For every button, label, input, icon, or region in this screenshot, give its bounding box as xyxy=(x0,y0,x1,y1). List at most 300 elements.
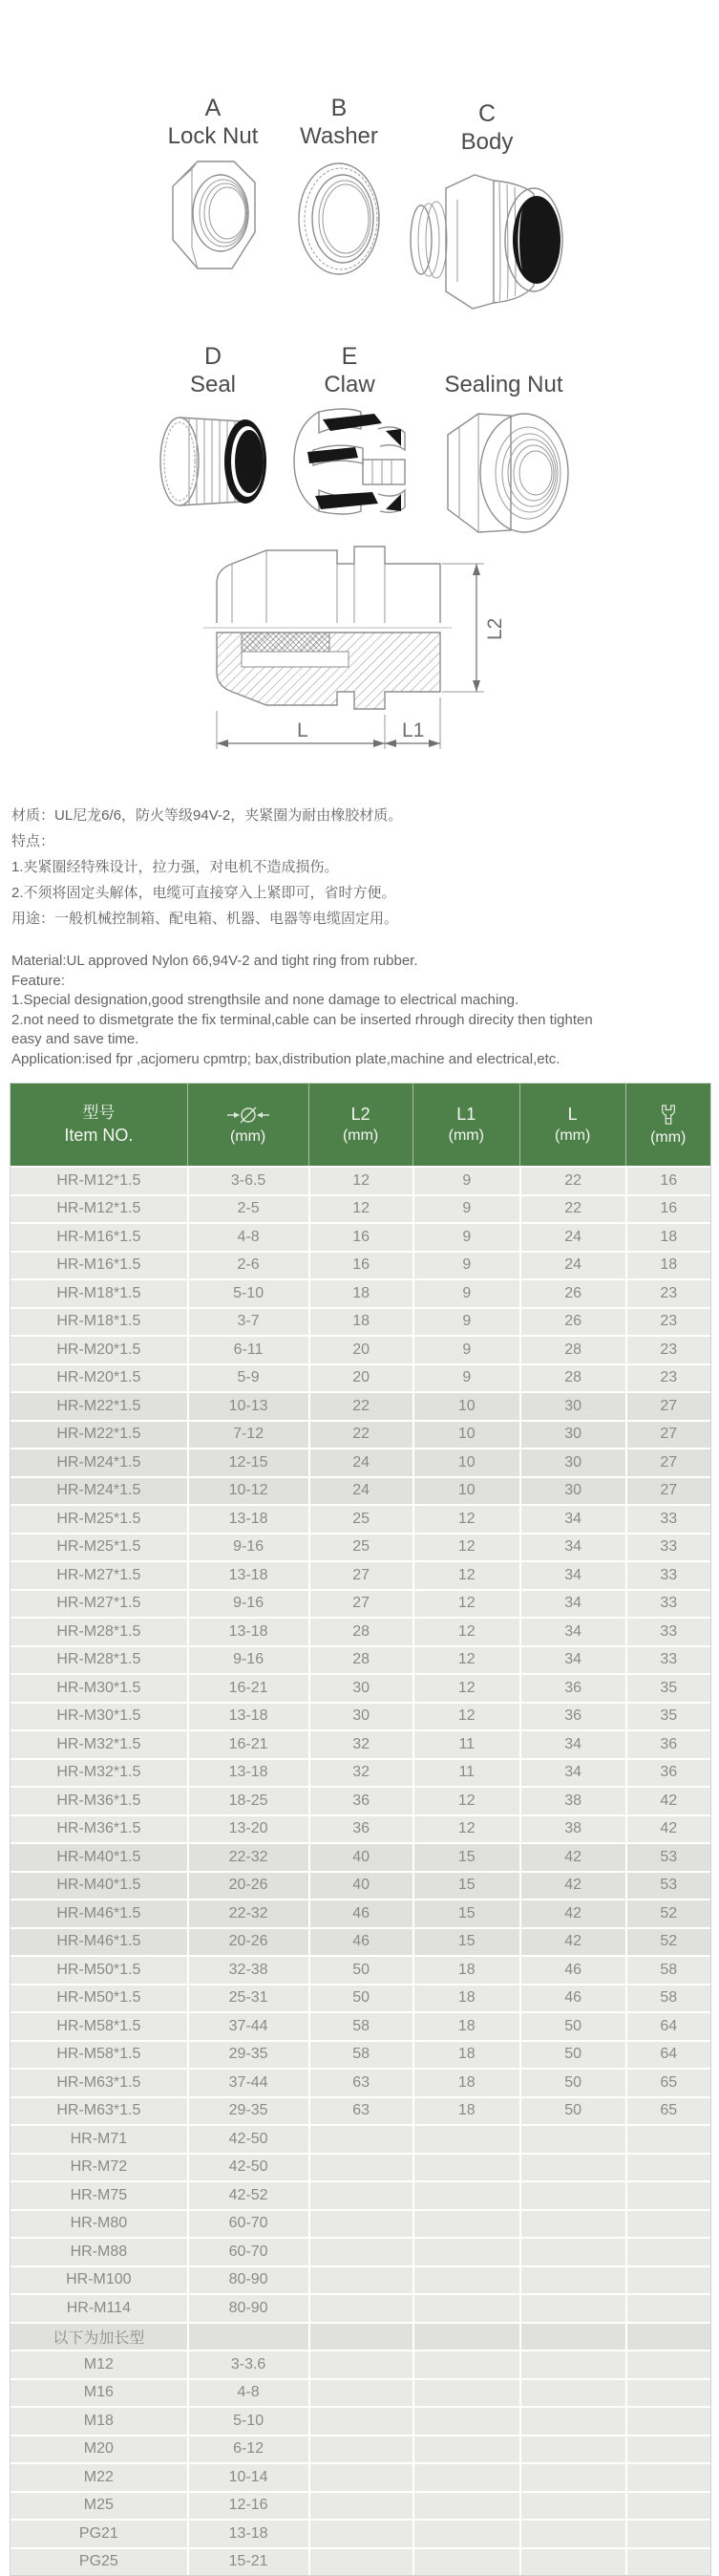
table-cell: 42 xyxy=(519,1900,625,1927)
table-row xyxy=(11,2378,710,2407)
table-cell: 27 xyxy=(625,1449,710,1476)
table-cell: 12 xyxy=(412,1506,519,1533)
header-unit: (mm) xyxy=(342,1127,379,1144)
table-cell: 15 xyxy=(412,1900,519,1927)
table-cell: 30 xyxy=(308,1675,412,1702)
table-cell: 10 xyxy=(412,1449,519,1476)
en-feature-2: 2.not need to dismetgrate the fix terminal,cable can be inserted rhrough direcity then tighten xyxy=(11,1011,593,1028)
table-cell: 26 xyxy=(519,1280,625,1307)
dim-label-l: L xyxy=(297,719,308,741)
table-cell: 5-9 xyxy=(187,1365,308,1392)
table-cell: 13-18 xyxy=(187,2521,308,2547)
table-row xyxy=(11,2180,710,2209)
table-cell: 34 xyxy=(519,1647,625,1674)
table-cell: 64 xyxy=(625,2013,710,2040)
table-row xyxy=(11,2462,710,2491)
table-cell xyxy=(519,2295,625,2322)
table-cell xyxy=(308,2351,412,2378)
table-cell: 28 xyxy=(519,1365,625,1392)
part-sealing-nut xyxy=(411,342,597,540)
table-cell: M20 xyxy=(83,2440,114,2458)
table-row xyxy=(11,2096,710,2125)
table-cell: 12 xyxy=(412,1816,519,1843)
table-cell: 46 xyxy=(519,1957,625,1984)
cn-feature-2: 2.不须将固定头解体，电缆可直接穿入上紧即可，省时方便。 xyxy=(11,885,396,901)
table-cell xyxy=(625,2211,710,2238)
table-row xyxy=(11,1702,710,1730)
table-cell: 12 xyxy=(412,1562,519,1589)
table-cell: 12 xyxy=(308,1196,412,1223)
table-cell: 12 xyxy=(412,1535,519,1561)
table-cell xyxy=(412,2408,519,2435)
table-cell: 23 xyxy=(625,1309,710,1336)
table-cell: 22 xyxy=(308,1422,412,1449)
table-cell: 18 xyxy=(412,1957,519,1984)
table-cell: 25 xyxy=(308,1506,412,1533)
table-cell: 50 xyxy=(519,2070,625,2096)
table-cell: 9-16 xyxy=(187,1535,308,1561)
table-body xyxy=(11,1166,710,2575)
table-row xyxy=(11,2293,710,2322)
table-cell: 23 xyxy=(625,1365,710,1392)
table-cell: 58 xyxy=(308,2042,412,2069)
table-cell: 18-25 xyxy=(187,1788,308,1814)
table-cell: 10 xyxy=(412,1393,519,1420)
table-cell: 9 xyxy=(412,1337,519,1363)
part-name: Claw xyxy=(324,372,375,397)
table-cell: 33 xyxy=(625,1647,710,1674)
table-cell: HR-M22*1.5 xyxy=(56,1397,141,1414)
table-cell: 42 xyxy=(519,1873,625,1900)
table-cell: 13-20 xyxy=(187,1816,308,1843)
table-cell: 9 xyxy=(412,1168,519,1194)
table-row xyxy=(11,1814,710,1843)
table-cell: 46 xyxy=(308,1929,412,1956)
table-cell xyxy=(519,2436,625,2463)
table-cell: 34 xyxy=(519,1591,625,1618)
table-cell: 11 xyxy=(412,1760,519,1787)
table-cell: 18 xyxy=(412,2042,519,2069)
table-cell xyxy=(308,2182,412,2209)
table-cell xyxy=(625,2324,710,2351)
table-cell: 7-12 xyxy=(187,1422,308,1449)
table-cell: 18 xyxy=(308,1309,412,1336)
table-cell: 42 xyxy=(625,1816,710,1843)
part-letter: A xyxy=(204,95,222,121)
table-cell: PG25 xyxy=(78,2553,118,2570)
table-cell: HR-M12*1.5 xyxy=(56,1171,141,1189)
table-cell: HR-M80 xyxy=(70,2215,128,2232)
table-cell: 63 xyxy=(308,2098,412,2125)
part-name: Seal xyxy=(189,372,237,397)
table-cell xyxy=(519,2211,625,2238)
table-cell: 34 xyxy=(519,1619,625,1645)
table-row xyxy=(11,1476,710,1505)
table-cell: 9 xyxy=(412,1224,519,1251)
table-cell: 12 xyxy=(308,1168,412,1194)
table-cell: M22 xyxy=(83,2468,114,2485)
table-cell: HR-M32*1.5 xyxy=(56,1764,141,1781)
table-cell: 16 xyxy=(308,1253,412,1279)
table-cell: 30 xyxy=(519,1478,625,1505)
table-cell: 27 xyxy=(625,1478,710,1505)
table-cell: HR-M30*1.5 xyxy=(56,1707,141,1725)
table-cell: M18 xyxy=(83,2412,114,2429)
table-cell: 9-16 xyxy=(187,1647,308,1674)
table-cell xyxy=(308,2155,412,2181)
table-cell xyxy=(308,2239,412,2265)
table-row xyxy=(11,1420,710,1449)
table-cell xyxy=(308,2408,412,2435)
table-cell: 10 xyxy=(412,1478,519,1505)
table-row xyxy=(11,2350,710,2378)
part-letter: C xyxy=(477,100,497,127)
en-application: Application:ised fpr ,acjomeru cpmtrp; bax,distribution plate,machine and electrical,etc. xyxy=(11,1050,560,1067)
table-cell: 5-10 xyxy=(187,2408,308,2435)
description-cn xyxy=(11,803,402,932)
table-row xyxy=(11,2040,710,2069)
table-cell: 10-12 xyxy=(187,1478,308,1505)
table-cell: 30 xyxy=(308,1704,412,1730)
table-cell: 33 xyxy=(625,1591,710,1618)
dim-label-l2: L2 xyxy=(484,617,506,640)
table-row xyxy=(11,2435,710,2463)
table-cell: M12 xyxy=(83,2355,114,2372)
table-cell: 20-26 xyxy=(187,1929,308,1956)
table-cell xyxy=(412,2211,519,2238)
table-cell: HR-M28*1.5 xyxy=(56,1622,141,1640)
part-washer xyxy=(280,94,398,286)
table-cell: 29-35 xyxy=(187,2098,308,2125)
description-en xyxy=(11,952,593,1069)
table-cell: 58 xyxy=(308,2013,412,2040)
table-cell: 16 xyxy=(308,1224,412,1251)
table-cell: 10-13 xyxy=(187,1393,308,1420)
table-cell: 53 xyxy=(625,1873,710,1900)
table-cell: HR-M25*1.5 xyxy=(56,1510,141,1527)
table-cell: 9 xyxy=(412,1196,519,1223)
table-cell xyxy=(412,2436,519,2463)
table-cell xyxy=(519,2549,625,2576)
table-cell: 26 xyxy=(519,1309,625,1336)
table-row xyxy=(11,2011,710,2040)
table-cell: 34 xyxy=(519,1760,625,1787)
table-cell xyxy=(308,2324,412,2351)
table-cell: 23 xyxy=(625,1280,710,1307)
seal-diagram xyxy=(151,404,279,519)
table-cell: 以下为加长型 xyxy=(53,2329,145,2347)
table-cell: 18 xyxy=(412,2013,519,2040)
table-cell: 23 xyxy=(625,1337,710,1363)
table-row xyxy=(11,1645,710,1674)
table-cell: 80-90 xyxy=(187,2267,308,2294)
table-cell: 9-16 xyxy=(187,1591,308,1618)
part-claw xyxy=(286,342,412,519)
table-cell: 42 xyxy=(625,1788,710,1814)
table-cell: HR-M27*1.5 xyxy=(56,1595,141,1612)
table-cell xyxy=(308,2126,412,2153)
cable-diameter-icon xyxy=(226,1105,270,1126)
header-title: L2 xyxy=(350,1105,370,1124)
table-cell xyxy=(412,2182,519,2209)
table-cell: 32 xyxy=(308,1731,412,1758)
part-lock-nut xyxy=(151,94,275,282)
body-diagram xyxy=(400,161,574,316)
table-cell xyxy=(625,2239,710,2265)
header-title-cn: 型号 xyxy=(82,1104,116,1122)
table-cell xyxy=(625,2155,710,2181)
table-cell: HR-M22*1.5 xyxy=(56,1426,141,1443)
table-cell: 37-44 xyxy=(187,2013,308,2040)
table-row xyxy=(11,2547,710,2576)
table-cell: 28 xyxy=(308,1647,412,1674)
table-cell: 18 xyxy=(412,2098,519,2125)
table-cell: HR-M27*1.5 xyxy=(56,1566,141,1583)
table-cell: 25-31 xyxy=(187,1986,308,2012)
table-cell xyxy=(519,2408,625,2435)
header-l1 xyxy=(412,1084,519,1166)
table-cell: 16-21 xyxy=(187,1675,308,1702)
table-cell: 52 xyxy=(625,1900,710,1927)
table-cell: 36 xyxy=(519,1675,625,1702)
table-cell: 15 xyxy=(412,1929,519,1956)
table-cell xyxy=(412,2155,519,2181)
table-cell: 9 xyxy=(412,1253,519,1279)
table-row xyxy=(11,1673,710,1702)
table-cell: HR-M46*1.5 xyxy=(56,1904,141,1921)
table-cell xyxy=(625,2521,710,2547)
table-cell: 63 xyxy=(308,2070,412,2096)
header-title: L1 xyxy=(456,1105,476,1124)
en-feature-2b: easy and save time. xyxy=(11,1031,139,1047)
table-row xyxy=(11,1278,710,1307)
table-cell: 38 xyxy=(519,1788,625,1814)
table-cell: 33 xyxy=(625,1619,710,1645)
table-cell: 6-12 xyxy=(187,2436,308,2463)
table-cell: HR-M24*1.5 xyxy=(56,1482,141,1499)
table-cell: HR-M88 xyxy=(70,2243,128,2260)
table-row xyxy=(11,2209,710,2238)
table-cell xyxy=(519,2464,625,2491)
table-row xyxy=(11,1899,710,1927)
table-cell: 4-8 xyxy=(187,2380,308,2407)
cn-feature-1: 1.夹紧圈经特殊设计，拉力强，对电机不造成损伤。 xyxy=(11,859,339,875)
table-row xyxy=(11,1307,710,1336)
table-cell: 30 xyxy=(519,1422,625,1449)
table-cell: 24 xyxy=(519,1224,625,1251)
table-row xyxy=(11,2237,710,2265)
table-cell xyxy=(519,2380,625,2407)
table-cell: 13-18 xyxy=(187,1562,308,1589)
header-unit: (mm) xyxy=(448,1127,484,1144)
table-cell xyxy=(519,2267,625,2294)
table-cell: 36 xyxy=(308,1816,412,1843)
header-wrench-size xyxy=(625,1084,710,1166)
table-cell: 52 xyxy=(625,1929,710,1956)
table-cell: HR-M63*1.5 xyxy=(56,2073,141,2091)
table-cell: 15-21 xyxy=(187,2549,308,2576)
table-cell: 2-5 xyxy=(187,1196,308,1223)
table-cell: 27 xyxy=(308,1562,412,1589)
table-cell xyxy=(308,2549,412,2576)
en-feature-1: 1.Special designation,good strengthsile and none damage to electrical maching. xyxy=(11,992,519,1008)
table-cell: 34 xyxy=(519,1535,625,1561)
table-cell xyxy=(519,2239,625,2265)
table-cell xyxy=(308,2211,412,2238)
table-cell xyxy=(412,2239,519,2265)
table-cell: 36 xyxy=(625,1731,710,1758)
table-cell xyxy=(625,2351,710,2378)
table-row xyxy=(11,1533,710,1561)
table-cell: HR-M63*1.5 xyxy=(56,2102,141,2119)
table-cell: 9 xyxy=(412,1365,519,1392)
table-cell: HR-M18*1.5 xyxy=(56,1313,141,1330)
table-cell: 50 xyxy=(519,2042,625,2069)
table-cell: HR-M36*1.5 xyxy=(56,1820,141,1837)
table-cell: 42-50 xyxy=(187,2155,308,2181)
table-cell: 12 xyxy=(412,1591,519,1618)
lock-nut-diagram xyxy=(165,156,261,282)
table-cell xyxy=(625,2493,710,2520)
table-cell: 32-38 xyxy=(187,1957,308,1984)
table-cell: PG21 xyxy=(78,2524,118,2542)
table-cell: 18 xyxy=(625,1224,710,1251)
table-row xyxy=(11,1984,710,2012)
table-cell: 65 xyxy=(625,2098,710,2125)
table-row xyxy=(11,2068,710,2096)
table-cell xyxy=(412,2493,519,2520)
table-cell: 12-16 xyxy=(187,2493,308,2520)
table-cell xyxy=(519,2493,625,2520)
table-cell: 46 xyxy=(308,1900,412,1927)
table-cell: HR-M40*1.5 xyxy=(56,1877,141,1894)
spec-table xyxy=(10,1083,711,2576)
table-cell xyxy=(308,2267,412,2294)
table-cell: 12 xyxy=(412,1788,519,1814)
table-cell: 12 xyxy=(412,1675,519,1702)
table-cell: 22 xyxy=(308,1393,412,1420)
table-row xyxy=(11,1166,710,1194)
table-row xyxy=(11,1927,710,1956)
table-cell xyxy=(308,2464,412,2491)
table-cell: 18 xyxy=(412,1986,519,2012)
dim-label-l1: L1 xyxy=(402,719,425,741)
table-row xyxy=(11,2153,710,2181)
table-cell: 28 xyxy=(308,1619,412,1645)
table-row xyxy=(11,1222,710,1251)
table-cell: 64 xyxy=(625,2042,710,2069)
table-cell: HR-M20*1.5 xyxy=(56,1369,141,1386)
table-row xyxy=(11,1560,710,1589)
table-cell: 33 xyxy=(625,1506,710,1533)
table-cell: 22-32 xyxy=(187,1900,308,1927)
table-row xyxy=(11,2322,710,2351)
table-cell: 9 xyxy=(412,1280,519,1307)
table-cell: 53 xyxy=(625,1844,710,1871)
table-cell: 4-8 xyxy=(187,1224,308,1251)
table-cell xyxy=(625,2182,710,2209)
table-cell: 46 xyxy=(519,1986,625,2012)
table-cell: HR-M46*1.5 xyxy=(56,1933,141,1950)
table-cell: 35 xyxy=(625,1704,710,1730)
table-row xyxy=(11,1251,710,1279)
header-title: L xyxy=(567,1105,578,1124)
table-cell: HR-M12*1.5 xyxy=(56,1200,141,1217)
table-cell: 60-70 xyxy=(187,2239,308,2265)
table-cell xyxy=(519,2182,625,2209)
table-cell: 16 xyxy=(625,1196,710,1223)
table-cell xyxy=(187,2324,308,2351)
table-cell: 30 xyxy=(519,1449,625,1476)
part-name: Lock Nut xyxy=(167,123,259,149)
table-cell: 3-3.6 xyxy=(187,2351,308,2378)
table-row xyxy=(11,1589,710,1618)
table-cell: 36 xyxy=(308,1788,412,1814)
table-cell: 28 xyxy=(519,1337,625,1363)
cn-feature-title: 特点： xyxy=(11,833,55,849)
table-cell xyxy=(412,2351,519,2378)
table-cell: 33 xyxy=(625,1535,710,1561)
table-cell: 13-18 xyxy=(187,1506,308,1533)
table-cell: 34 xyxy=(519,1731,625,1758)
table-cell xyxy=(625,2464,710,2491)
table-row xyxy=(11,1842,710,1871)
sealing-nut-diagram xyxy=(423,404,585,540)
table-cell: 50 xyxy=(308,1957,412,1984)
header-title-en: Item NO. xyxy=(64,1126,134,1145)
table-cell xyxy=(625,2380,710,2407)
table-cell: 29-35 xyxy=(187,2042,308,2069)
table-cell: 11 xyxy=(412,1731,519,1758)
table-cell: HR-M30*1.5 xyxy=(56,1679,141,1696)
table-row xyxy=(11,2265,710,2294)
table-cell: 2-6 xyxy=(187,1253,308,1279)
table-cell: 12 xyxy=(412,1704,519,1730)
table-cell: 34 xyxy=(519,1562,625,1589)
table-cell: 15 xyxy=(412,1873,519,1900)
table-cell: 9 xyxy=(412,1309,519,1336)
table-cell: 12 xyxy=(412,1619,519,1645)
table-header xyxy=(11,1084,710,1166)
table-cell: 37-44 xyxy=(187,2070,308,2096)
table-cell: HR-M16*1.5 xyxy=(56,1256,141,1274)
table-cell: 24 xyxy=(308,1478,412,1505)
dimension-drawing xyxy=(196,527,511,768)
part-letter: D xyxy=(203,343,222,370)
table-row xyxy=(11,1335,710,1363)
part-body xyxy=(396,99,578,316)
table-cell: 13-18 xyxy=(187,1760,308,1787)
table-cell: 80-90 xyxy=(187,2295,308,2322)
table-cell: HR-M18*1.5 xyxy=(56,1284,141,1301)
table-row xyxy=(11,1194,710,1223)
table-cell: 22 xyxy=(519,1196,625,1223)
table-cell: HR-M24*1.5 xyxy=(56,1453,141,1470)
table-cell: 50 xyxy=(308,1986,412,2012)
part-name: Washer xyxy=(300,123,378,149)
table-cell xyxy=(308,2493,412,2520)
header-unit: (mm) xyxy=(555,1127,591,1144)
table-cell: 20 xyxy=(308,1365,412,1392)
table-cell: 30 xyxy=(519,1393,625,1420)
table-row xyxy=(11,1729,710,1758)
table-cell: 65 xyxy=(625,2070,710,2096)
table-row xyxy=(11,1363,710,1392)
table-cell: 27 xyxy=(308,1591,412,1618)
table-cell: 36 xyxy=(625,1760,710,1787)
table-row xyxy=(11,2124,710,2153)
table-cell: HR-M50*1.5 xyxy=(56,1989,141,2007)
